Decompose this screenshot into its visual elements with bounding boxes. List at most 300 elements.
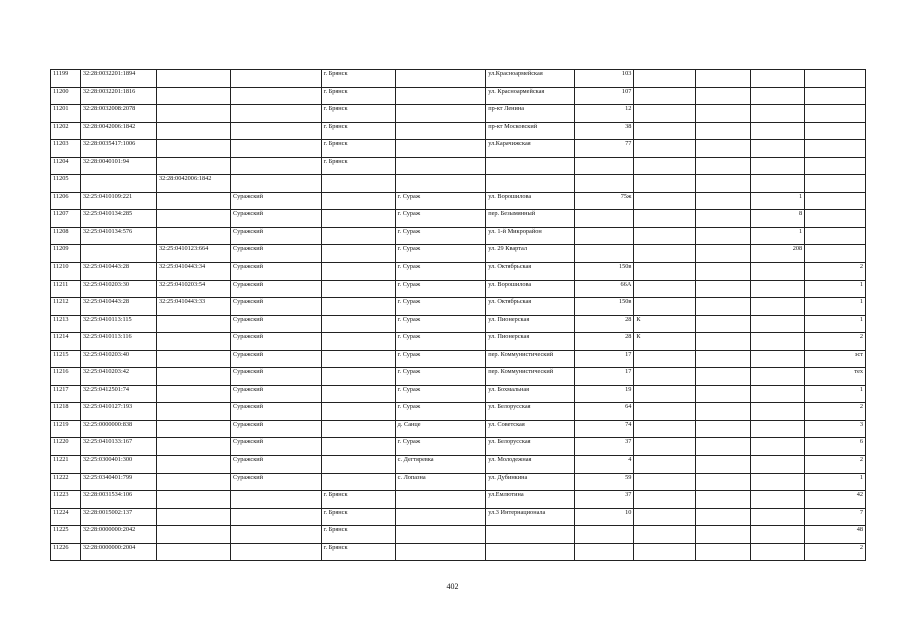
table-cell xyxy=(634,456,696,474)
table-row xyxy=(51,456,866,474)
table-cell xyxy=(696,192,751,210)
table-cell xyxy=(574,175,634,193)
table-cell xyxy=(395,508,486,526)
table-cell xyxy=(634,385,696,403)
table-cell xyxy=(805,70,866,88)
table-cell: 37 xyxy=(574,438,634,456)
table-cell: 32:28:0032008:2078 xyxy=(80,105,156,123)
table-cell xyxy=(696,263,751,281)
table-row xyxy=(51,543,866,561)
table-row xyxy=(51,438,866,456)
table-cell: 32:25:0410443:28 xyxy=(80,263,156,281)
table-cell: 11219 xyxy=(51,420,81,438)
table-cell xyxy=(750,263,805,281)
table-cell xyxy=(321,333,395,351)
table-cell xyxy=(321,473,395,491)
table-cell: 103 xyxy=(574,70,634,88)
table-cell: 7 xyxy=(805,508,866,526)
table-cell xyxy=(696,157,751,175)
table-cell: пер. Коммунистический xyxy=(486,368,574,386)
table-cell xyxy=(231,105,322,123)
table-cell: 32:28:0015002:137 xyxy=(80,508,156,526)
table-cell xyxy=(231,87,322,105)
table-cell xyxy=(156,122,230,140)
table-row xyxy=(51,245,866,263)
table-cell: 2 xyxy=(805,403,866,421)
table-cell xyxy=(805,140,866,158)
table-cell xyxy=(750,491,805,509)
table-cell xyxy=(634,157,696,175)
table-row xyxy=(51,368,866,386)
table-cell xyxy=(696,403,751,421)
table-cell xyxy=(321,368,395,386)
table-cell xyxy=(574,210,634,228)
table-cell: д. Санце xyxy=(395,420,486,438)
table-cell: г. Брянск xyxy=(321,526,395,544)
table-cell xyxy=(231,157,322,175)
table-cell xyxy=(750,333,805,351)
table-cell: 32:25:0410203:54 xyxy=(156,280,230,298)
table-cell: 11221 xyxy=(51,456,81,474)
table-cell xyxy=(574,526,634,544)
table-cell: г. Сураж xyxy=(395,438,486,456)
table-cell: 11212 xyxy=(51,298,81,316)
table-cell: 32:28:0032201:1816 xyxy=(80,87,156,105)
table-cell: Суражский xyxy=(231,315,322,333)
table-cell: 11225 xyxy=(51,526,81,544)
table-cell xyxy=(696,140,751,158)
table-cell: 10 xyxy=(574,508,634,526)
table-cell: ул. Пионерская xyxy=(486,315,574,333)
table-cell xyxy=(634,175,696,193)
table-cell xyxy=(634,87,696,105)
table-cell xyxy=(805,210,866,228)
table-cell xyxy=(634,491,696,509)
table-cell: 28 xyxy=(574,315,634,333)
table-cell xyxy=(750,122,805,140)
table-cell xyxy=(156,491,230,509)
table-cell: 8 xyxy=(750,210,805,228)
table-cell: 28 xyxy=(574,333,634,351)
table-cell: 32:25:0410443:33 xyxy=(156,298,230,316)
table-cell xyxy=(231,508,322,526)
table-cell xyxy=(634,473,696,491)
table-cell xyxy=(634,420,696,438)
table-row xyxy=(51,385,866,403)
table-cell: 1 xyxy=(750,192,805,210)
table-cell: г. Брянск xyxy=(321,508,395,526)
table-cell xyxy=(574,245,634,263)
table-row xyxy=(51,105,866,123)
table-cell: 59 xyxy=(574,473,634,491)
table-cell xyxy=(750,456,805,474)
table-cell: 150в xyxy=(574,298,634,316)
table-cell xyxy=(750,140,805,158)
table-cell xyxy=(231,70,322,88)
table-cell xyxy=(156,192,230,210)
table-cell: Суражский xyxy=(231,210,322,228)
table-cell xyxy=(634,263,696,281)
table-cell xyxy=(696,333,751,351)
table-cell: 32:25:0410134:285 xyxy=(80,210,156,228)
table-cell xyxy=(395,526,486,544)
table-cell: 32:25:0410203:42 xyxy=(80,368,156,386)
table-cell xyxy=(156,473,230,491)
table-cell: 32:25:0000000:838 xyxy=(80,420,156,438)
table-cell xyxy=(156,508,230,526)
table-cell xyxy=(321,456,395,474)
table-cell xyxy=(321,403,395,421)
table-cell: 11220 xyxy=(51,438,81,456)
table-cell: 48 xyxy=(805,526,866,544)
table-cell: 11222 xyxy=(51,473,81,491)
table-cell: Суражский xyxy=(231,227,322,245)
table-cell: пер. Безымянный xyxy=(486,210,574,228)
table-cell xyxy=(574,157,634,175)
table-row xyxy=(51,473,866,491)
table-cell: 2 xyxy=(805,456,866,474)
table-cell xyxy=(395,105,486,123)
table-cell: ул. Дубинкина xyxy=(486,473,574,491)
table-cell: 32:28:0000000:2004 xyxy=(80,543,156,561)
table-cell xyxy=(634,438,696,456)
table-cell: 1 xyxy=(750,227,805,245)
table-cell: К xyxy=(634,333,696,351)
table-cell xyxy=(395,491,486,509)
table-cell xyxy=(321,245,395,263)
table-cell xyxy=(574,227,634,245)
table-cell: Суражский xyxy=(231,473,322,491)
table-cell xyxy=(156,403,230,421)
table-cell: ул. Октябрьская xyxy=(486,298,574,316)
table-row xyxy=(51,350,866,368)
table-cell: 32:25:0410127:193 xyxy=(80,403,156,421)
table-cell: Суражский xyxy=(231,403,322,421)
table-cell xyxy=(321,280,395,298)
table-row xyxy=(51,420,866,438)
page-number: 402 xyxy=(446,582,459,591)
table-cell: г. Сураж xyxy=(395,298,486,316)
table-cell: г. Брянск xyxy=(321,122,395,140)
table-cell xyxy=(156,315,230,333)
table-cell: ул. 29 Квартал xyxy=(486,245,574,263)
table-cell: 2 xyxy=(805,333,866,351)
table-row xyxy=(51,526,866,544)
table-cell: с. Дегтяревка xyxy=(395,456,486,474)
table-cell xyxy=(805,192,866,210)
table-cell: 1 xyxy=(805,280,866,298)
table-cell: Суражский xyxy=(231,298,322,316)
registry-table xyxy=(50,69,866,561)
table-cell: 11224 xyxy=(51,508,81,526)
table-cell: Суражский xyxy=(231,456,322,474)
table-row xyxy=(51,210,866,228)
table-cell xyxy=(696,491,751,509)
table-row xyxy=(51,491,866,509)
table-cell: 2 xyxy=(805,543,866,561)
table-cell: г. Брянск xyxy=(321,140,395,158)
table-cell xyxy=(696,420,751,438)
table-cell: 11214 xyxy=(51,333,81,351)
table-cell xyxy=(750,368,805,386)
table-cell xyxy=(805,175,866,193)
table-cell xyxy=(156,227,230,245)
table-cell: Суражский xyxy=(231,192,322,210)
table-cell xyxy=(696,280,751,298)
table-cell: г. Сураж xyxy=(395,368,486,386)
table-cell xyxy=(231,140,322,158)
table-cell: г. Брянск xyxy=(321,70,395,88)
table-cell: 64 xyxy=(574,403,634,421)
table-body xyxy=(51,70,866,561)
table-cell: г. Брянск xyxy=(321,157,395,175)
table-row xyxy=(51,333,866,351)
table-cell: ул. Молодежная xyxy=(486,456,574,474)
table-cell xyxy=(486,543,574,561)
table-cell: 32:25:0410109:221 xyxy=(80,192,156,210)
table-cell: ул.Карачижская xyxy=(486,140,574,158)
table-cell: ул. Красноармейская xyxy=(486,87,574,105)
table-cell: 32:25:0410203:30 xyxy=(80,280,156,298)
table-row xyxy=(51,298,866,316)
table-cell xyxy=(321,315,395,333)
table-cell: 107 xyxy=(574,87,634,105)
table-cell xyxy=(486,175,574,193)
table-cell: 2 xyxy=(805,263,866,281)
table-cell: К xyxy=(634,315,696,333)
table-cell: г. Сураж xyxy=(395,245,486,263)
table-cell: 11199 xyxy=(51,70,81,88)
table-cell xyxy=(156,420,230,438)
table-cell: 32:28:0040101:94 xyxy=(80,157,156,175)
table-cell: г. Сураж xyxy=(395,210,486,228)
table-cell: 37 xyxy=(574,491,634,509)
table-cell: 32:28:0042006:1842 xyxy=(156,175,230,193)
table-cell: Суражский xyxy=(231,438,322,456)
table-cell: 11226 xyxy=(51,543,81,561)
table-cell: 11200 xyxy=(51,87,81,105)
table-cell: пер. Коммунистический xyxy=(486,350,574,368)
table-cell xyxy=(156,438,230,456)
table-cell xyxy=(634,192,696,210)
table-cell: ул. Бохмальная xyxy=(486,385,574,403)
table-cell: 32:25:0410113:116 xyxy=(80,333,156,351)
table-cell: ул. Октябрьская xyxy=(486,263,574,281)
table-cell xyxy=(696,175,751,193)
table-row xyxy=(51,87,866,105)
table-cell: г. Брянск xyxy=(321,105,395,123)
table-row xyxy=(51,70,866,88)
table-cell xyxy=(321,420,395,438)
table-cell xyxy=(634,70,696,88)
table-cell: г. Брянск xyxy=(321,491,395,509)
table-cell: г. Сураж xyxy=(395,192,486,210)
table-cell xyxy=(156,140,230,158)
table-cell xyxy=(696,526,751,544)
table-cell: 32:25:0410133:167 xyxy=(80,438,156,456)
table-cell xyxy=(696,70,751,88)
table-cell: пр-кт Московский xyxy=(486,122,574,140)
table-cell: 75ж xyxy=(574,192,634,210)
table-cell: 17 xyxy=(574,368,634,386)
table-cell: 208 xyxy=(750,245,805,263)
table-cell: ул.Емлютина xyxy=(486,491,574,509)
table-cell: г. Брянск xyxy=(321,543,395,561)
table-cell xyxy=(696,122,751,140)
table-cell: г. Сураж xyxy=(395,280,486,298)
table-cell: г. Брянск xyxy=(321,87,395,105)
table-cell: 11215 xyxy=(51,350,81,368)
table-cell: 32:28:0000000:2042 xyxy=(80,526,156,544)
table-cell xyxy=(696,298,751,316)
table-row xyxy=(51,175,866,193)
table-cell: 11209 xyxy=(51,245,81,263)
table-cell xyxy=(750,157,805,175)
table-cell xyxy=(696,105,751,123)
table-cell: Суражский xyxy=(231,350,322,368)
table-cell xyxy=(696,385,751,403)
table-cell: пр-кт Ленина xyxy=(486,105,574,123)
table-row xyxy=(51,157,866,175)
table-cell: 32:25:0410113:115 xyxy=(80,315,156,333)
table-cell xyxy=(321,263,395,281)
table-row xyxy=(51,263,866,281)
table-cell xyxy=(321,175,395,193)
table-cell xyxy=(395,122,486,140)
table-cell xyxy=(80,175,156,193)
table-cell: 1 xyxy=(805,385,866,403)
table-cell xyxy=(634,543,696,561)
table-row xyxy=(51,140,866,158)
table-row xyxy=(51,192,866,210)
table-cell xyxy=(805,105,866,123)
table-cell: 19 xyxy=(574,385,634,403)
table-cell: г. Сураж xyxy=(395,385,486,403)
table-cell xyxy=(750,508,805,526)
table-row xyxy=(51,122,866,140)
table-cell: 6 xyxy=(805,438,866,456)
table-cell: г. Сураж xyxy=(395,263,486,281)
table-cell xyxy=(750,403,805,421)
table-cell xyxy=(486,157,574,175)
table-cell xyxy=(321,385,395,403)
table-cell xyxy=(634,140,696,158)
table-cell: Суражский xyxy=(231,420,322,438)
table-cell xyxy=(696,210,751,228)
table-cell xyxy=(395,175,486,193)
table-cell xyxy=(156,350,230,368)
table-cell: г. Сураж xyxy=(395,350,486,368)
table-cell: 11206 xyxy=(51,192,81,210)
table-cell: 1 xyxy=(805,298,866,316)
table-cell: 11211 xyxy=(51,280,81,298)
table-cell: ул. Белорусская xyxy=(486,403,574,421)
table-cell: 11216 xyxy=(51,368,81,386)
table-cell xyxy=(156,105,230,123)
table-cell xyxy=(696,227,751,245)
table-cell xyxy=(634,403,696,421)
table-cell xyxy=(231,526,322,544)
table-cell xyxy=(696,350,751,368)
table-cell: 17 xyxy=(574,350,634,368)
table-row xyxy=(51,315,866,333)
table-cell: 32:25:0410134:576 xyxy=(80,227,156,245)
table-cell: Суражский xyxy=(231,385,322,403)
table-cell xyxy=(805,122,866,140)
table-cell xyxy=(696,368,751,386)
table-cell: 74 xyxy=(574,420,634,438)
table-cell xyxy=(231,543,322,561)
table-cell xyxy=(156,368,230,386)
table-cell: 32:28:0031534:106 xyxy=(80,491,156,509)
table-cell xyxy=(395,70,486,88)
table-cell: Суражский xyxy=(231,280,322,298)
table-cell: 11204 xyxy=(51,157,81,175)
table-cell: ул. Ворошилова xyxy=(486,280,574,298)
table-cell: 1 xyxy=(805,473,866,491)
table-cell xyxy=(696,473,751,491)
table-row xyxy=(51,508,866,526)
table-cell xyxy=(321,192,395,210)
table-cell: 11210 xyxy=(51,263,81,281)
table-cell xyxy=(634,298,696,316)
table-cell: 11207 xyxy=(51,210,81,228)
table-cell xyxy=(750,350,805,368)
table-cell xyxy=(750,280,805,298)
table-cell xyxy=(634,280,696,298)
table-cell xyxy=(696,543,751,561)
table-cell xyxy=(395,543,486,561)
table-cell xyxy=(634,122,696,140)
table-cell: 11218 xyxy=(51,403,81,421)
table-cell xyxy=(156,333,230,351)
table-cell: г. Сураж xyxy=(395,333,486,351)
table-cell: 32:25:0410443:28 xyxy=(80,298,156,316)
table-cell xyxy=(750,526,805,544)
table-cell: 32:28:0042006:1842 xyxy=(80,122,156,140)
table-cell xyxy=(805,87,866,105)
table-cell xyxy=(634,245,696,263)
table-cell xyxy=(231,491,322,509)
table-cell: 32:25:0412501:74 xyxy=(80,385,156,403)
table-cell xyxy=(696,87,751,105)
table-cell xyxy=(805,157,866,175)
table-cell xyxy=(321,298,395,316)
table-cell: Суражский xyxy=(231,263,322,281)
table-cell xyxy=(80,245,156,263)
table-row xyxy=(51,280,866,298)
table-cell xyxy=(750,298,805,316)
table-cell: 11201 xyxy=(51,105,81,123)
table-cell xyxy=(750,420,805,438)
table-cell xyxy=(805,245,866,263)
table-cell: ул.3 Интернационала xyxy=(486,508,574,526)
table-cell xyxy=(231,122,322,140)
table-cell: ул. 1-й Микрорайон xyxy=(486,227,574,245)
table-cell: 11223 xyxy=(51,491,81,509)
table-cell: Суражский xyxy=(231,245,322,263)
table-cell: 11203 xyxy=(51,140,81,158)
table-cell xyxy=(750,87,805,105)
table-cell: г. Сураж xyxy=(395,227,486,245)
table-cell: 32:25:0340401:799 xyxy=(80,473,156,491)
table-cell: эст xyxy=(805,350,866,368)
table-cell xyxy=(634,105,696,123)
table-cell: ул.Красноармейская xyxy=(486,70,574,88)
table-cell xyxy=(321,227,395,245)
table-cell xyxy=(156,157,230,175)
table-cell xyxy=(321,350,395,368)
